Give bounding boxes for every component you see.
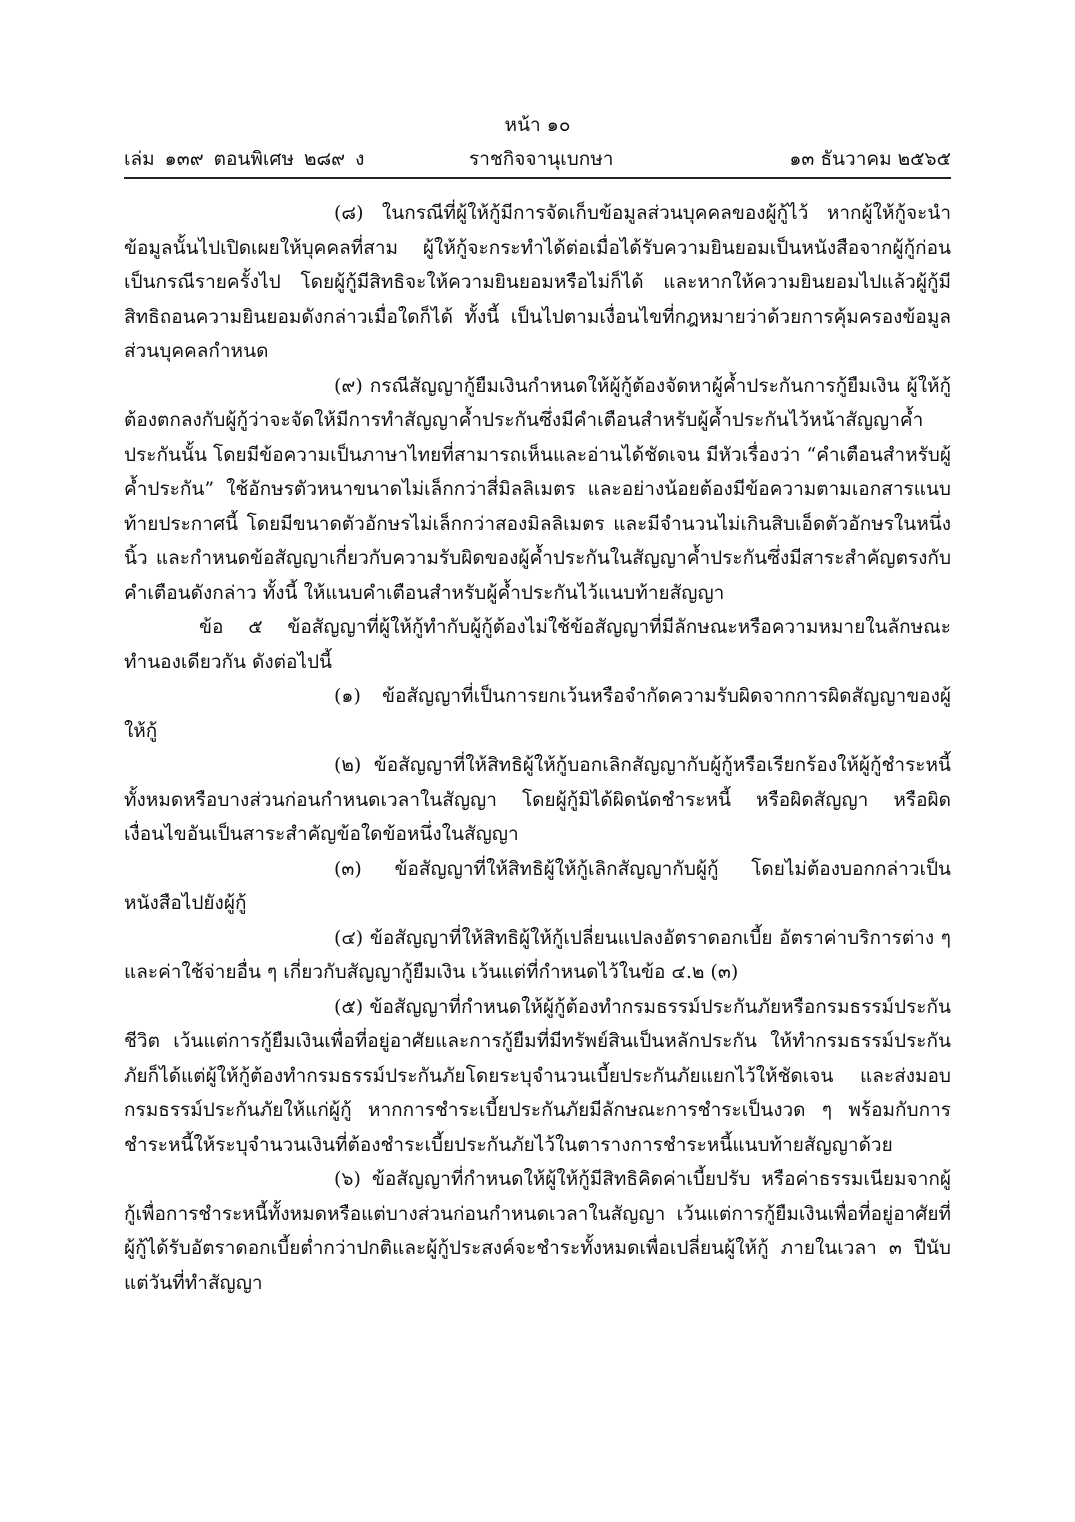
publication-title: ราชกิจจานุเบกษา [469,148,614,170]
publication-date: ๑๓ ธันวาคม ๒๕๖๕ [789,148,951,170]
paragraph-item-6: (๖) ข้อสัญญาที่กำหนดให้ผู้ให้กู้มีสิทธิคิดค่าเบี้ยปรับ หรือค่าธรรมเนียมจากผู้กู้เพื่อการชำระหนี้ทั้งหมดหรือแต่บางส่วนก่อนกำหนดเวลาในสัญญา เว้นแต่การกู้ยืมเงินเพื่อที่อยู่อาศัยที่ผู้กู้ได้รับอัตราดอกเบี้ยต่ำกว่าปกติและผู้กู้ประสงค์จะชำระทั้งหมดเพื่อเปลี่ยนผู้ให้กู้ ภายในเวลา ๓ ปีนับแต่วันที่ทำสัญญา [124,1168,951,1294]
gazette-header [124,144,951,174]
issue-info [124,144,374,174]
paragraph-clause-9: (๙) กรณีสัญญากู้ยืมเงินกำหนดให้ผู้กู้ต้องจัดหาผู้ค้ำประกันการกู้ยืมเงิน ผู้ให้กู้ต้องตกลงกับผู้กู้ว่าจะจัดให้มีการทำสัญญาค้ำประกันซึ่งมีคำเตือนสำหรับผู้ค้ำประกันไว้หน้าสัญญาค้ำประกันนั้น โดยมีข้อความเป็นภาษาไทยที่สามารถเห็นและอ่านได้ชัดเจน มีหัวเรื่องว่า “คำเตือนสำหรับผู้ค้ำประกัน” ใช้อักษรตัวหนาขนาดไม่เล็กกว่าสี่มิลลิเมตร และอย่างน้อยต้องมีข้อความตามเอกสารแนบท้ายประกาศนี้ โดยมีขนาดตัวอักษรไม่เล็กกว่าสองมิลลิเมตร และมีจำนวนไม่เกินสิบเอ็ดตัวอักษรในหนึ่งนิ้ว และกำหนดข้อสัญญาเกี่ยวกับความรับผิดของผู้ค้ำประกันในสัญญาค้ำประกันซึ่งมีสาระสำคัญตรงกับคำเตือนดังกล่าว ทั้งนี้ ให้แนบคำเตือนสำหรับผู้ค้ำประกันไว้แนบท้ายสัญญา [124,374,951,604]
section-number: ๒๘๙ [303,148,346,170]
document-body [124,196,951,1300]
paragraph-item-4: (๔) ข้อสัญญาที่ให้สิทธิผู้ให้กู้เปลี่ยนแปลงอัตราดอกเบี้ย อัตราค่าบริการต่าง ๆ และค่าใช้จ่ายอื่น ๆ เกี่ยวกับสัญญากู้ยืมเงิน เว้นแต่ที่กำหนดไว้ในข้อ ๔.๒ (๓) [124,926,951,983]
volume-label: เล่ม [124,148,155,170]
paragraph-clause-8: (๘) ในกรณีที่ผู้ให้กู้มีการจัดเก็บข้อมูลส่วนบุคคลของผู้กู้ไว้ หากผู้ให้กู้จะนำข้อมูลนั้นไปเปิดเผยให้บุคคลที่สาม ผู้ให้กู้จะกระทำได้ต่อเมื่อได้รับความยินยอมเป็นหนังสือจากผู้กู้ก่อนเป็นกรณีรายครั้งไป โดยผู้กู้มีสิทธิจะให้ความยินยอมหรือไม่ก็ได้ และหากให้ความยินยอมไปแล้วผู้กู้มีสิทธิถอนความยินยอมดังกล่าวเมื่อใดก็ได้ ทั้งนี้ เป็นไปตามเงื่อนไขที่กฎหมายว่าด้วยการคุ้มครองข้อมูลส่วนบุคคลกำหนด [124,202,951,362]
paragraph-item-5: (๕) ข้อสัญญาที่กำหนดให้ผู้กู้ต้องทำกรมธรรม์ประกันภัยหรือกรมธรรม์ประกันชีวิต เว้นแต่การกู้ยืมเงินเพื่อที่อยู่อาศัยและการกู้ยืมที่มีทรัพย์สินเป็นหลักประกัน ให้ทำกรมธรรม์ประกันภัยก็ได้แต่ผู้ให้กู้ต้องทำกรมธรรม์ประกันภัยโดยระบุจำนวนเบี้ยประกันภัยแยกไว้ให้ชัดเจน และส่งมอบกรมธรรม์ประกันภัยให้แก่ผู้กู้ หากการชำระเบี้ยประกันภัยมีลักษณะการชำระเป็นงวด ๆ พร้อมกับการชำระหนี้ให้ระบุจำนวนเงินที่ต้องชำระเบี้ยประกันภัยไว้ในตารางการชำระหนี้แนบท้ายสัญญาด้วย [124,995,951,1156]
page-number: หน้า ๑๐ [504,114,571,136]
paragraph-item-2: (๒) ข้อสัญญาที่ให้สิทธิผู้ให้กู้บอกเลิกสัญญากับผู้กู้หรือเรียกร้องให้ผู้กู้ชำระหนี้ทั้งหมดหรือบางส่วนก่อนกำหนดเวลาในสัญญา โดยผู้กู้มิได้ผิดนัดชำระหนี้ หรือผิดสัญญา หรือผิดเงื่อนไขอันเป็นสาระสำคัญข้อใดข้อหนึ่งในสัญญา [124,754,951,845]
section-letter: ง [355,148,365,170]
paragraph-article-5: ข้อ ๕ ข้อสัญญาที่ผู้ให้กู้ทำกับผู้กู้ต้องไม่ใช้ข้อสัญญาที่มีลักษณะหรือความหมายในลักษณะทำนองเดียวกัน ดังต่อไปนี้ [124,616,951,673]
paragraph-item-3: (๓) ข้อสัญญาที่ให้สิทธิผู้ให้กู้เลิกสัญญากับผู้กู้ โดยไม่ต้องบอกกล่าวเป็นหนังสือไปยังผู้กู้ [124,857,951,914]
volume-number: ๑๓๙ [164,148,204,170]
section-label: ตอนพิเศษ [213,148,294,170]
header-divider [124,177,951,179]
paragraph-item-1: (๑) ข้อสัญญาที่เป็นการยกเว้นหรือจำกัดความรับผิดจากการผิดสัญญาของผู้ให้กู้ [124,685,951,742]
